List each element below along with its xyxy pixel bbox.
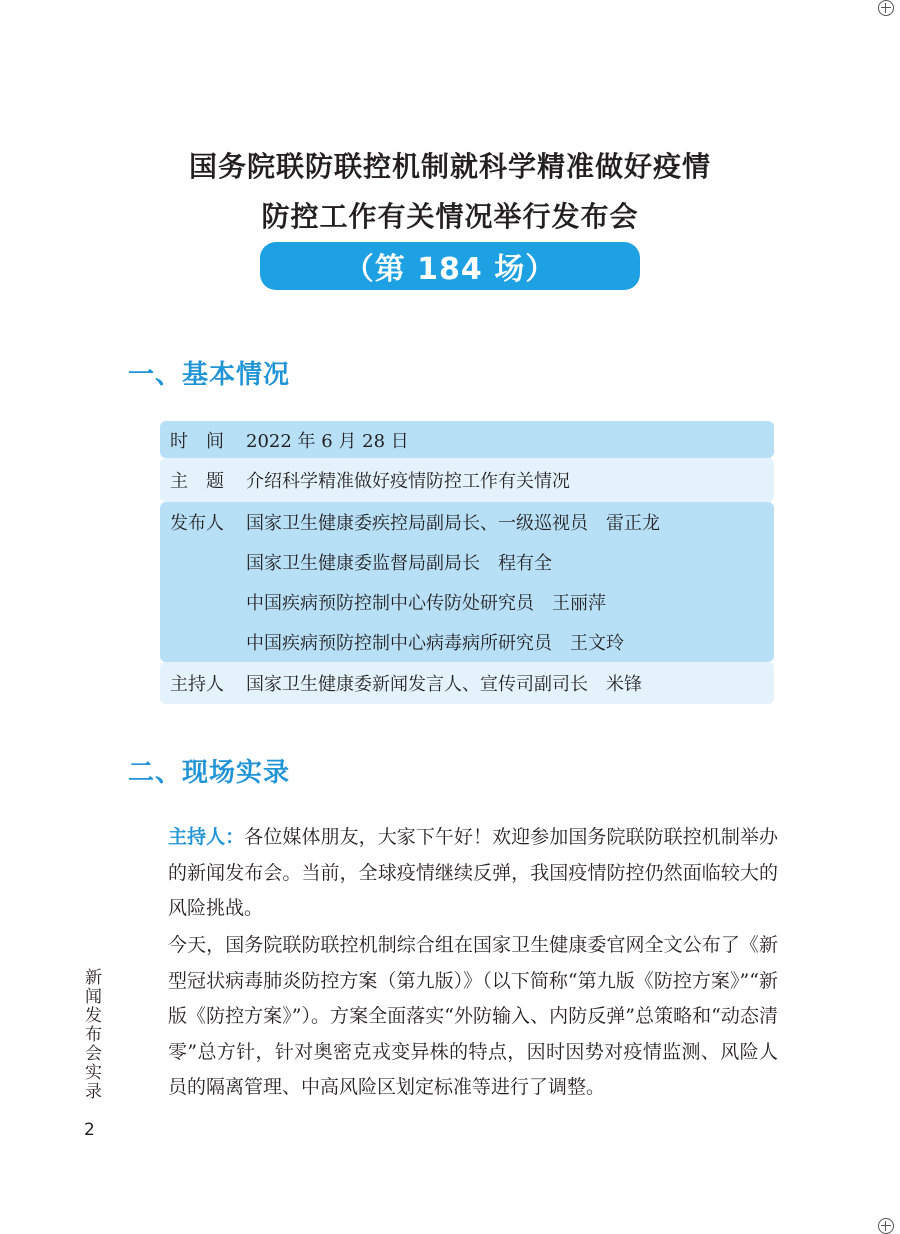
- releaser-item: 中国疾病预防控制中心病毒病所研究员 王文玲: [246, 633, 624, 654]
- book-title-vertical: 新闻发布会实录: [81, 968, 101, 1101]
- time-value: 2022 年 6 月 28 日: [246, 430, 409, 452]
- page-title-line-1: 国务院联防联控机制就科学精准做好疫情: [188, 150, 711, 183]
- host-value: 国家卫生健康委新闻发言人、宣传司副司长 米锋: [246, 674, 642, 695]
- page-title-line-2: 防控工作有关情况举行发布会: [261, 200, 639, 233]
- topic-label: 主 题: [170, 471, 224, 492]
- transcript-paragraph-1: [168, 820, 778, 927]
- section-heading-transcript: 二、现场实录: [128, 758, 291, 788]
- info-row-topic: [160, 458, 774, 502]
- topic-value: 介绍科学精准做好疫情防控工作有关情况: [246, 471, 570, 492]
- transcript-text-1: 各位媒体朋友，大家下午好！欢迎参加国务院联防联控机制举办的新闻发布会。当前，全球疫情继续反弹，我国疫情防控仍然面临较大的风险挑战。: [168, 826, 778, 919]
- releaser-item: 中国疾病预防控制中心传防处研究员 王丽萍: [246, 593, 606, 614]
- info-row-host: [160, 662, 774, 704]
- session-number-badge: [260, 242, 640, 290]
- info-table: [160, 421, 774, 704]
- crop-mark-top-right-icon: [878, 0, 894, 16]
- info-row-releasers: [160, 502, 774, 662]
- releasers-label: 发布人: [170, 513, 224, 534]
- session-number-text: （第 184 场）: [343, 252, 557, 287]
- transcript-text-2: 今天，国务院联防联控机制综合组在国家卫生健康委官网全文公布了《新型冠状病毒肺炎防控方案（第九版）》（以下简称“第九版《防控方案》”“新版《防控方案》”）。方案全面落实“外防输入、内防反弹”总策略和“动态清零”总方针，针对奥密克戎变异株的特点，因时因势对疫情监测、风险人员的隔离管理、中高风险区划定标准等进行了调整。: [168, 934, 778, 1098]
- host-label: 主持人: [170, 674, 224, 695]
- transcript-paragraph-2: [168, 928, 778, 1106]
- info-row-time: [160, 421, 774, 458]
- speaker-label: 主持人：: [168, 826, 245, 848]
- releaser-item: 国家卫生健康委疾控局副局长、一级巡视员 雷正龙: [246, 513, 660, 534]
- section-heading-basic-info: 一、基本情况: [128, 360, 291, 390]
- releaser-item: 国家卫生健康委监督局副局长 程有全: [246, 553, 552, 574]
- page-number: 2: [84, 1120, 95, 1140]
- time-label: 时 间: [170, 430, 224, 452]
- crop-mark-bottom-right-icon: [878, 1218, 894, 1234]
